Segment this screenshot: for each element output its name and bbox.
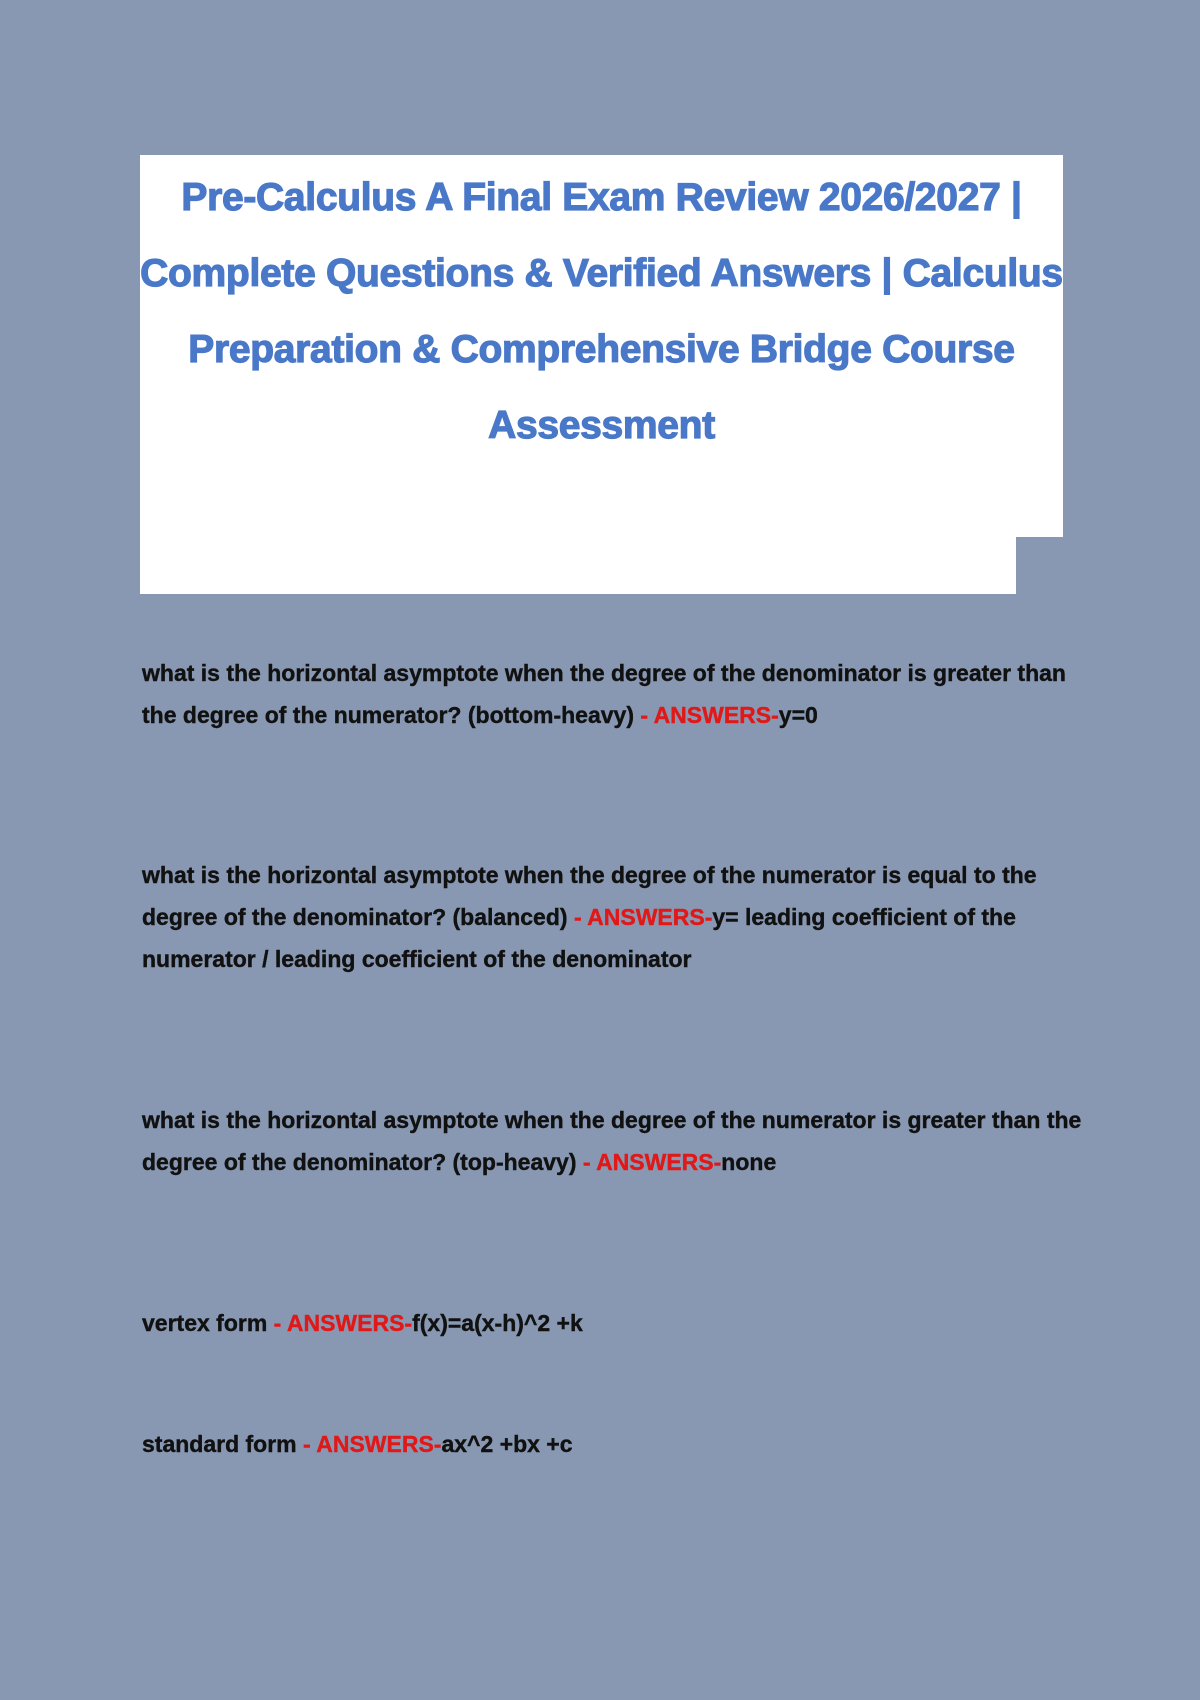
question-text: vertex form [142,1310,274,1336]
document-title: Pre-Calculus A Final Exam Review 2026/2027 | Complete Questions & Verified Answers | Calculus Preparation & Comprehensive Bridge Course Assessment [140,176,1063,447]
qa-item-3 [142,1099,1082,1183]
answer-text: ax^2 +bx +c [441,1431,573,1457]
answers-marker: - ANSWERS- [303,1431,442,1457]
question-text: standard form [142,1431,304,1457]
answer-text: none [721,1149,777,1175]
question-text: what is the horizontal asymptote when the degree of the denominator is greater than the degree of the numerator? (bottom-heavy) [142,660,1066,728]
answer-text: y= leading coefficient of the numerator / leading coefficient of the denominator [142,904,1016,972]
answers-marker: - ANSWERS- [582,1149,722,1175]
qa-item-2 [142,854,1082,980]
question-text: what is the horizontal asymptote when the degree of the numerator is equal to the degree of the denominator? (balanced) [142,862,1037,930]
answers-marker: - ANSWERS- [273,1310,413,1336]
qa-item-4 [142,1302,1082,1344]
question-text: what is the horizontal asymptote when the degree of the numerator is greater than the degree of the denominator? (top-heavy) [142,1107,1082,1175]
answers-marker: - ANSWERS- [573,904,713,930]
answer-text: f(x)=a(x-h)^2 +k [412,1310,583,1336]
answers-marker: - ANSWERS- [640,702,779,728]
qa-item-5 [142,1423,1082,1465]
answer-text: y=0 [778,702,818,728]
qa-item-1 [142,652,1082,736]
title-box-extension [140,537,1016,594]
